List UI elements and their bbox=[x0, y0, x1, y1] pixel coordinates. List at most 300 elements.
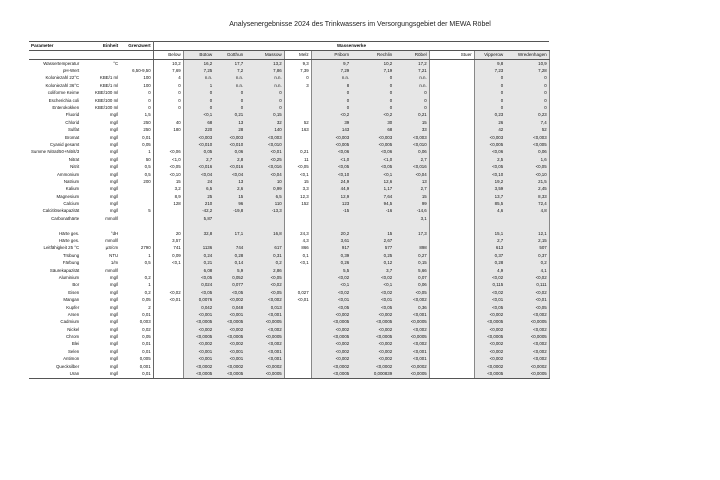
value-cell: 13 bbox=[214, 119, 245, 126]
value-cell: <0,001 bbox=[245, 311, 284, 318]
value-cell: <0,002 bbox=[311, 311, 351, 318]
value-cell: 3 bbox=[284, 82, 311, 89]
value-cell: <0,0005 bbox=[474, 319, 505, 326]
value-cell: 7,29 bbox=[311, 67, 351, 74]
value-cell: 7,86 bbox=[245, 67, 284, 74]
value-cell: 0,06 bbox=[394, 282, 429, 289]
value-cell: 10,2 bbox=[153, 60, 183, 68]
value-cell: <0,002 bbox=[394, 341, 429, 348]
table-row bbox=[29, 333, 549, 340]
value-cell: -19,8 bbox=[214, 208, 245, 215]
value-cell: <0,001 bbox=[183, 348, 214, 355]
value-cell bbox=[429, 171, 474, 178]
waterwork-header: Priborn bbox=[311, 51, 351, 60]
limit-cell: 100 bbox=[120, 82, 153, 89]
value-cell bbox=[394, 237, 429, 244]
limit-cell: 0,05 bbox=[120, 333, 153, 340]
table-row bbox=[29, 289, 549, 296]
unit-cell: mg/l bbox=[109, 112, 119, 118]
value-cell: <0,06 bbox=[351, 149, 394, 156]
value-cell: -14,6 bbox=[394, 208, 429, 215]
value-cell: 0,042 bbox=[183, 304, 214, 311]
value-cell: 0 bbox=[245, 90, 284, 97]
value-cell: <0,10 bbox=[474, 171, 505, 178]
table-row bbox=[29, 149, 549, 156]
value-cell: n.n. bbox=[394, 75, 429, 82]
value-cell: 110 bbox=[245, 200, 284, 207]
table-row bbox=[29, 363, 549, 370]
value-cell bbox=[351, 223, 394, 230]
value-cell: <0,005 bbox=[311, 141, 351, 148]
value-cell: <0,0005 bbox=[183, 319, 214, 326]
value-cell: n.n. bbox=[311, 75, 351, 82]
value-cell bbox=[429, 348, 474, 355]
table-row bbox=[29, 178, 549, 185]
value-cell: 0,048 bbox=[214, 304, 245, 311]
value-cell: 0 bbox=[351, 90, 394, 97]
value-cell: <0,05 bbox=[351, 163, 394, 170]
table-row bbox=[29, 193, 549, 200]
parameter-cell: Fluorid bbox=[65, 112, 80, 118]
table-row bbox=[29, 186, 549, 193]
value-cell: <0,05 bbox=[214, 289, 245, 296]
limit-cell: 2 bbox=[120, 304, 153, 311]
value-cell: 12,1 bbox=[505, 230, 549, 237]
parameter-cell bbox=[29, 223, 81, 230]
value-cell: <0,01 bbox=[351, 297, 394, 304]
value-cell: 0 bbox=[214, 97, 245, 104]
unit-cell: KBE/100 ml bbox=[95, 90, 119, 96]
value-cell: <0,0005 bbox=[214, 319, 245, 326]
value-cell: <0,0005 bbox=[394, 370, 429, 378]
parameter-cell: Calcitlösekapazität bbox=[42, 208, 80, 214]
value-cell: <0,003 bbox=[214, 134, 245, 141]
value-cell: <0,002 bbox=[505, 356, 549, 363]
parameter-cell: Carbonathärte bbox=[51, 215, 80, 221]
value-cell bbox=[311, 223, 351, 230]
value-cell bbox=[153, 141, 183, 148]
value-cell bbox=[245, 215, 284, 222]
value-cell bbox=[394, 223, 429, 230]
value-cell: 0,115 bbox=[474, 282, 505, 289]
unit-cell: mg/l bbox=[109, 149, 119, 155]
value-cell: 24,9 bbox=[311, 178, 351, 185]
parameter-cell: Bor bbox=[72, 282, 80, 288]
value-cell: 5,87 bbox=[183, 215, 214, 222]
value-cell: 7,23 bbox=[474, 67, 505, 74]
value-cell: 0,24 bbox=[183, 252, 214, 259]
value-cell: 7,21 bbox=[394, 67, 429, 74]
table-row bbox=[29, 119, 549, 126]
value-cell: 0 bbox=[394, 90, 429, 97]
value-cell: 220 bbox=[183, 127, 214, 134]
value-cell: 13 bbox=[394, 178, 429, 185]
value-cell: 0,2 bbox=[505, 260, 549, 267]
value-cell: 0,06 bbox=[505, 149, 549, 156]
value-cell: <0,001 bbox=[183, 311, 214, 318]
value-cell: 0,28 bbox=[474, 260, 505, 267]
limit-cell: 0,01 bbox=[120, 311, 153, 318]
value-cell: 8 bbox=[311, 82, 351, 89]
value-cell: 0,99 bbox=[245, 186, 284, 193]
value-cell: <0,0002 bbox=[183, 363, 214, 370]
header-waterworks: Wasserwerke bbox=[153, 42, 549, 51]
unit-cell: mg/l bbox=[109, 319, 119, 325]
value-cell: 0 bbox=[505, 75, 549, 82]
parameter-cell: coliforme Keime bbox=[47, 90, 80, 96]
waterwork-header: Massow bbox=[245, 51, 284, 60]
analysis-table bbox=[29, 41, 550, 379]
value-cell bbox=[284, 267, 311, 274]
value-cell: <0,1 bbox=[351, 282, 394, 289]
value-cell: 40 bbox=[153, 119, 183, 126]
limit-cell: 200 bbox=[120, 178, 153, 185]
parameter-cell: Calcium bbox=[63, 201, 80, 207]
limit-cell bbox=[120, 267, 153, 274]
table-row bbox=[29, 326, 549, 333]
parameter-cell: Kupfer bbox=[66, 304, 80, 310]
value-cell: <0,01 bbox=[311, 297, 351, 304]
value-cell: 0,06 bbox=[214, 149, 245, 156]
unit-cell: mg/l bbox=[109, 274, 119, 280]
value-cell: 0 bbox=[394, 104, 429, 111]
value-cell: 0 bbox=[474, 82, 505, 89]
value-cell bbox=[284, 104, 311, 111]
unit-cell: mg/l bbox=[109, 193, 119, 199]
value-cell: n.n. bbox=[214, 75, 245, 82]
limit-cell: 0,2 bbox=[120, 274, 153, 281]
value-cell: 0,23 bbox=[474, 112, 505, 119]
value-cell bbox=[505, 215, 549, 222]
limit-cell: 0,005 bbox=[120, 356, 153, 363]
value-cell bbox=[429, 67, 474, 74]
value-cell: 0 bbox=[351, 104, 394, 111]
value-cell bbox=[183, 237, 214, 244]
value-cell: <0,1 bbox=[311, 282, 351, 289]
limit-cell: 0,05 bbox=[120, 297, 153, 304]
header-limit: Grenzwert bbox=[120, 42, 153, 51]
value-cell bbox=[429, 289, 474, 296]
value-cell: <0,02 bbox=[474, 274, 505, 281]
limit-cell: 1 bbox=[120, 282, 153, 289]
value-cell: 1,17 bbox=[351, 186, 394, 193]
value-cell: 25 bbox=[183, 193, 214, 200]
value-cell: 0,39 bbox=[311, 252, 351, 259]
unit-cell: °dH bbox=[110, 230, 119, 236]
limit-cell: 0,2 bbox=[120, 289, 153, 296]
value-cell bbox=[153, 223, 183, 230]
limit-cell: 5 bbox=[120, 208, 153, 215]
value-cell: <0,002 bbox=[474, 311, 505, 318]
value-cell: <0,003 bbox=[183, 134, 214, 141]
parameter-cell: Uran bbox=[29, 370, 81, 378]
table-row bbox=[29, 230, 549, 237]
value-cell: 3,59 bbox=[474, 186, 505, 193]
unit-cell: NTU bbox=[109, 252, 119, 258]
value-cell: 0,36 bbox=[394, 304, 429, 311]
parameter-cell: Färbung bbox=[62, 260, 80, 266]
value-cell: <0,002 bbox=[351, 326, 394, 333]
table-row bbox=[29, 171, 549, 178]
value-cell: 7,25 bbox=[183, 67, 214, 74]
value-cell: <0,002 bbox=[214, 326, 245, 333]
value-cell: 0,15 bbox=[245, 112, 284, 119]
value-cell bbox=[153, 333, 183, 340]
value-cell bbox=[351, 215, 394, 222]
limit-cell: 0,5 bbox=[120, 260, 153, 267]
parameter-cell: Eisen bbox=[68, 289, 80, 295]
limit-cell bbox=[120, 200, 153, 207]
value-cell: <0,01 bbox=[284, 297, 311, 304]
value-cell: <0,06 bbox=[474, 149, 505, 156]
unit-cell: mg/l bbox=[109, 208, 119, 214]
value-cell: <0,002 bbox=[505, 341, 549, 348]
unit-cell: mmol/l bbox=[105, 238, 119, 244]
value-cell: 0,37 bbox=[474, 252, 505, 259]
value-cell: <0,001 bbox=[183, 356, 214, 363]
value-cell: <0,01 bbox=[245, 149, 284, 156]
value-cell bbox=[429, 260, 474, 267]
value-cell: 0 bbox=[505, 82, 549, 89]
value-cell bbox=[284, 274, 311, 281]
value-cell: <1,0 bbox=[311, 156, 351, 163]
parameter-cell: Trübung bbox=[63, 252, 80, 258]
value-cell: 2,67 bbox=[351, 237, 394, 244]
unit-cell: mg/l bbox=[109, 297, 119, 303]
value-cell: 7,39 bbox=[284, 67, 311, 74]
value-cell bbox=[284, 112, 311, 119]
parameter-cell: Antimon bbox=[63, 356, 80, 362]
parameter-cell: Koloniezahl 36°C bbox=[45, 82, 80, 88]
value-cell: <0,002 bbox=[351, 341, 394, 348]
value-cell: 7,4 bbox=[505, 119, 549, 126]
value-cell: <0,05 bbox=[311, 163, 351, 170]
value-cell: 16,2 bbox=[183, 60, 214, 68]
value-cell: 5,66 bbox=[394, 267, 429, 274]
value-cell: <0,05 bbox=[284, 163, 311, 170]
unit-cell: mmol/l bbox=[105, 267, 119, 273]
value-cell: 0,12 bbox=[351, 260, 394, 267]
value-cell: 17,1 bbox=[214, 230, 245, 237]
value-cell: 52 bbox=[505, 127, 549, 134]
value-cell: <0,0005 bbox=[214, 370, 245, 378]
value-cell: 4 bbox=[153, 75, 183, 82]
value-cell: 0 bbox=[153, 90, 183, 97]
value-cell: 4,8 bbox=[505, 208, 549, 215]
header-parameter: Parameter bbox=[29, 42, 81, 51]
value-cell: 0,027 bbox=[284, 289, 311, 296]
limit-cell: 0 bbox=[120, 90, 153, 97]
value-cell: 2,5 bbox=[474, 156, 505, 163]
value-cell: <0,0005 bbox=[394, 333, 429, 340]
value-cell bbox=[153, 274, 183, 281]
value-cell: <0,010 bbox=[245, 141, 284, 148]
limit-cell: 0,05 bbox=[120, 141, 153, 148]
value-cell bbox=[153, 215, 183, 222]
value-cell: <0,002 bbox=[214, 297, 245, 304]
table-row bbox=[29, 104, 549, 111]
parameter-cell: Sulfat bbox=[67, 127, 80, 133]
value-cell: <0,002 bbox=[183, 341, 214, 348]
value-cell: 2,7 bbox=[474, 237, 505, 244]
value-cell: 617 bbox=[245, 245, 284, 252]
value-cell: 7,2 bbox=[214, 67, 245, 74]
value-cell bbox=[429, 112, 474, 119]
table-row bbox=[29, 141, 549, 148]
value-cell: 2,86 bbox=[245, 267, 284, 274]
parameter-cell: Arsen bbox=[67, 311, 80, 317]
value-cell bbox=[429, 97, 474, 104]
parameter-cell: Mangan bbox=[63, 297, 80, 303]
unit-cell: mg/l bbox=[109, 156, 119, 162]
value-cell: <0,06 bbox=[311, 149, 351, 156]
value-cell: 0,06 bbox=[394, 149, 429, 156]
value-cell: 3,2 bbox=[153, 186, 183, 193]
parameter-cell: Säurekapazität bbox=[49, 267, 80, 273]
value-cell: 17,3 bbox=[394, 230, 429, 237]
limit-cell: 0,001 bbox=[120, 363, 153, 370]
value-cell: <0,05 bbox=[394, 289, 429, 296]
value-cell: 15 bbox=[153, 178, 183, 185]
limit-cell: 0,01 bbox=[120, 341, 153, 348]
limit-cell: 0,02 bbox=[120, 326, 153, 333]
value-cell: <0,10 bbox=[505, 171, 549, 178]
value-cell: 85,5 bbox=[474, 200, 505, 207]
value-cell: <0,2 bbox=[311, 112, 351, 119]
value-cell: <0,001 bbox=[394, 356, 429, 363]
value-cell: 2,7 bbox=[394, 156, 429, 163]
table-row bbox=[29, 223, 549, 230]
value-cell: <0,0005 bbox=[351, 319, 394, 326]
limit-cell: 2790 bbox=[120, 245, 153, 252]
value-cell: <0,1 bbox=[183, 112, 214, 119]
value-cell: <0,002 bbox=[351, 311, 394, 318]
value-cell: <0,0005 bbox=[311, 319, 351, 326]
value-cell: 0 bbox=[214, 90, 245, 97]
value-cell bbox=[429, 333, 474, 340]
value-cell: <0,0005 bbox=[505, 333, 549, 340]
value-cell: n.n. bbox=[183, 75, 214, 82]
value-cell bbox=[153, 341, 183, 348]
unit-cell: mg/l bbox=[109, 334, 119, 340]
limit-cell: 0,01 bbox=[120, 370, 153, 378]
value-cell bbox=[429, 319, 474, 326]
value-cell: <1,0 bbox=[153, 156, 183, 163]
value-cell bbox=[153, 208, 183, 215]
value-cell bbox=[429, 163, 474, 170]
value-cell: 0,09 bbox=[153, 252, 183, 259]
value-cell: 6,5 bbox=[245, 193, 284, 200]
value-cell: 96 bbox=[214, 200, 245, 207]
value-cell: 0,07 bbox=[394, 274, 429, 281]
unit-cell: KBE/100 ml bbox=[95, 104, 119, 110]
value-cell: <0,0005 bbox=[351, 333, 394, 340]
value-cell: <0,25 bbox=[245, 156, 284, 163]
value-cell: 0,21 bbox=[284, 149, 311, 156]
value-cell bbox=[153, 363, 183, 370]
unit-cell: mg/l bbox=[109, 127, 119, 133]
value-cell: <0,05 bbox=[474, 304, 505, 311]
value-cell bbox=[284, 223, 311, 230]
value-cell bbox=[429, 356, 474, 363]
table-row bbox=[29, 252, 549, 259]
table-row bbox=[29, 356, 549, 363]
value-cell: <0,1 bbox=[284, 260, 311, 267]
table-row bbox=[29, 215, 549, 222]
value-cell: 17,7 bbox=[214, 60, 245, 68]
value-cell: 10,2 bbox=[351, 60, 394, 68]
value-cell: 0 bbox=[311, 90, 351, 97]
value-cell bbox=[284, 90, 311, 97]
parameter-cell: Koloniezahl 22°C bbox=[45, 75, 80, 81]
limit-cell: 0 bbox=[120, 97, 153, 104]
waterwork-header: Stuer bbox=[429, 51, 474, 60]
unit-cell: °C bbox=[113, 60, 119, 66]
value-cell: <0,010 bbox=[214, 141, 245, 148]
value-cell: 15 bbox=[284, 178, 311, 185]
value-cell: 0 bbox=[245, 104, 284, 111]
value-cell bbox=[429, 134, 474, 141]
value-cell: 744 bbox=[214, 245, 245, 252]
value-cell: 0,2 bbox=[245, 260, 284, 267]
value-cell: 13 bbox=[214, 178, 245, 185]
unit-cell: KBE/100 ml bbox=[95, 97, 119, 103]
value-cell: <0,05 bbox=[153, 163, 183, 170]
value-cell: 0 bbox=[153, 97, 183, 104]
table-row bbox=[29, 90, 549, 97]
value-cell bbox=[429, 245, 474, 252]
value-cell bbox=[505, 223, 549, 230]
value-cell: <0,002 bbox=[311, 356, 351, 363]
limit-cell bbox=[120, 60, 153, 68]
value-cell: 152 bbox=[284, 200, 311, 207]
value-cell: <0,02 bbox=[505, 274, 549, 281]
value-cell: 0,052 bbox=[214, 274, 245, 281]
value-cell: <0,002 bbox=[474, 356, 505, 363]
value-cell bbox=[245, 223, 284, 230]
value-cell: <0,05 bbox=[505, 304, 549, 311]
value-cell: <0,001 bbox=[394, 348, 429, 355]
unit-cell: 1/m bbox=[110, 260, 119, 266]
value-cell: -15 bbox=[311, 208, 351, 215]
parameter-cell: Chlorid bbox=[65, 119, 80, 125]
table-row bbox=[29, 267, 549, 274]
value-cell: <0,01 bbox=[505, 297, 549, 304]
table-row bbox=[29, 274, 549, 281]
value-cell: <0,003 bbox=[351, 134, 394, 141]
value-cell bbox=[429, 267, 474, 274]
value-cell: <0,0005 bbox=[214, 333, 245, 340]
value-cell bbox=[429, 149, 474, 156]
value-cell: <0,0005 bbox=[474, 370, 505, 378]
value-cell bbox=[429, 119, 474, 126]
value-cell: <0,002 bbox=[311, 341, 351, 348]
value-cell: 0 bbox=[183, 97, 214, 104]
value-cell bbox=[284, 370, 311, 378]
value-cell: 0 bbox=[183, 90, 214, 97]
parameter-cell: Selen bbox=[67, 348, 80, 354]
value-cell: <0,04 bbox=[183, 171, 214, 178]
value-cell bbox=[284, 363, 311, 370]
value-cell: <0,0002 bbox=[311, 363, 351, 370]
value-cell: 9,8 bbox=[474, 60, 505, 68]
value-cell: <0,2 bbox=[351, 112, 394, 119]
value-cell: 0,37 bbox=[505, 252, 549, 259]
value-cell: 15 bbox=[214, 193, 245, 200]
value-cell: 0 bbox=[153, 104, 183, 111]
value-cell: 4,3 bbox=[284, 237, 311, 244]
value-cell: <0,1 bbox=[153, 260, 183, 267]
